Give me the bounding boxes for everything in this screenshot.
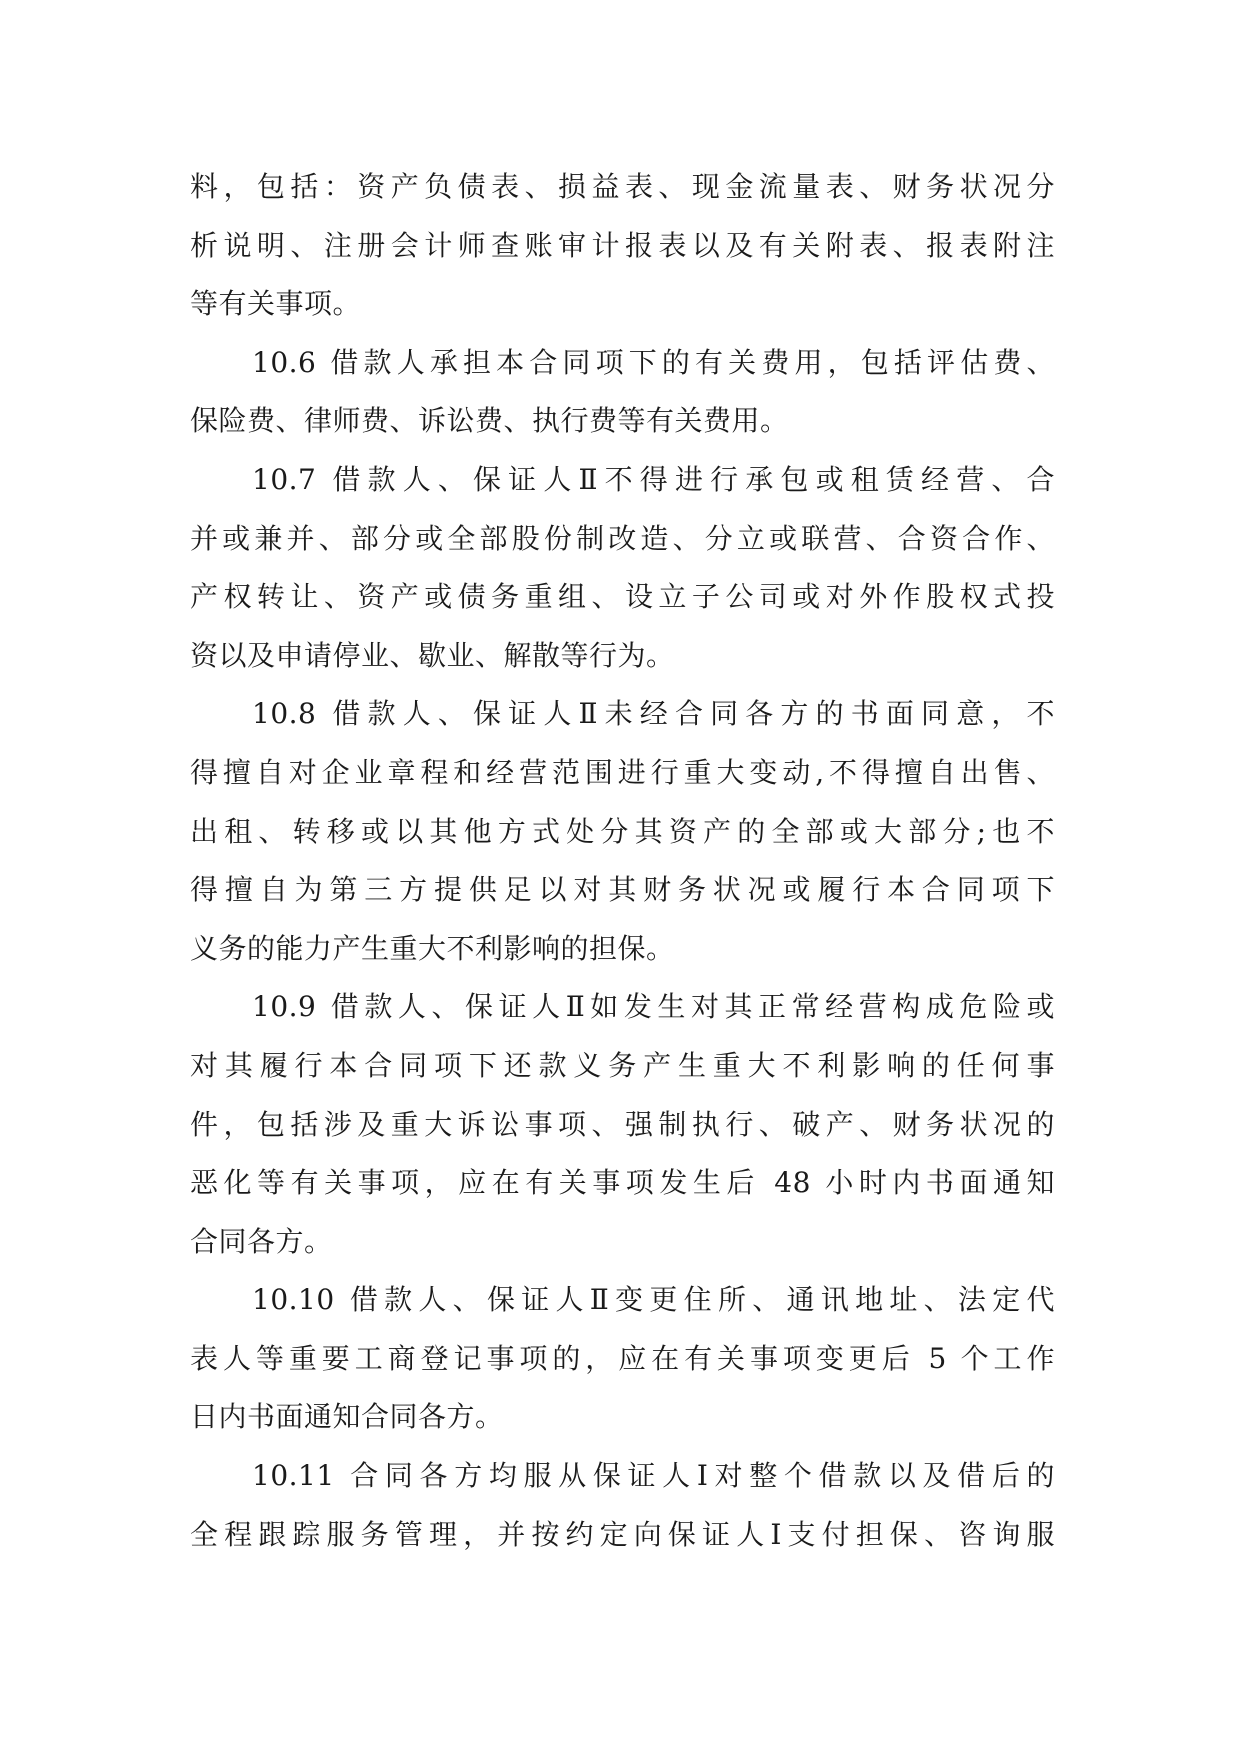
text-line: 全程跟踪服务管理，并按约定向保证人Ⅰ支付担保、咨询服 xyxy=(190,1517,1055,1551)
text-line: 资以及申请停业、歇业、解散等行为。 xyxy=(190,638,675,672)
text-line: 得擅自对企业章程和经营范围进行重大变动,不得擅自出售、 xyxy=(190,755,1055,789)
text-line: 件，包括涉及重大诉讼事项、强制执行、破产、财务状况的 xyxy=(190,1107,1055,1141)
text-line: 恶化等有关事项，应在有关事项发生后 48 小时内书面通知 xyxy=(190,1166,1055,1200)
text-line: 义务的能力产生重大不利影响的担保。 xyxy=(190,931,675,965)
text-line: 保险费、律师费、诉讼费、执行费等有关费用。 xyxy=(190,404,789,438)
text-line: 析说明、注册会计师查账审计报表以及有关附表、报表附注 xyxy=(190,228,1055,262)
text-line: 并或兼并、部分或全部股份制改造、分立或联营、合资合作、 xyxy=(190,521,1055,555)
text-line: 10.10 借款人、保证人Ⅱ变更住所、通讯地址、法定代 xyxy=(252,1283,1055,1317)
text-line: 表人等重要工商登记事项的，应在有关事项变更后 5 个工作 xyxy=(190,1341,1055,1375)
text-line: 得擅自为第三方提供足以对其财务状况或履行本合同项下 xyxy=(190,873,1055,907)
text-line: 合同各方。 xyxy=(190,1224,333,1258)
text-line: 10.8 借款人、保证人Ⅱ未经合同各方的书面同意，不 xyxy=(252,697,1055,731)
text-line: 10.11 合同各方均服从保证人Ⅰ对整个借款以及借后的 xyxy=(252,1459,1055,1493)
text-line: 等有关事项。 xyxy=(190,287,362,321)
text-line: 10.9 借款人、保证人Ⅱ如发生对其正常经营构成危险或 xyxy=(252,990,1055,1024)
contract-body-text xyxy=(190,158,1055,1564)
text-line: 出租、转移或以其他方式处分其资产的全部或大部分;也不 xyxy=(190,814,1055,848)
text-line: 10.7 借款人、保证人Ⅱ不得进行承包或租赁经营、合 xyxy=(252,462,1055,496)
text-line: 10.6 借款人承担本合同项下的有关费用，包括评估费、 xyxy=(252,345,1055,379)
text-line: 产权转让、资产或债务重组、设立子公司或对外作股权式投 xyxy=(190,580,1055,614)
text-line: 料，包括：资产负债表、损益表、现金流量表、财务状况分 xyxy=(190,170,1055,203)
text-line: 对其履行本合同项下还款义务产生重大不利影响的任何事 xyxy=(190,1048,1055,1082)
text-line: 日内书面通知合同各方。 xyxy=(190,1400,504,1434)
